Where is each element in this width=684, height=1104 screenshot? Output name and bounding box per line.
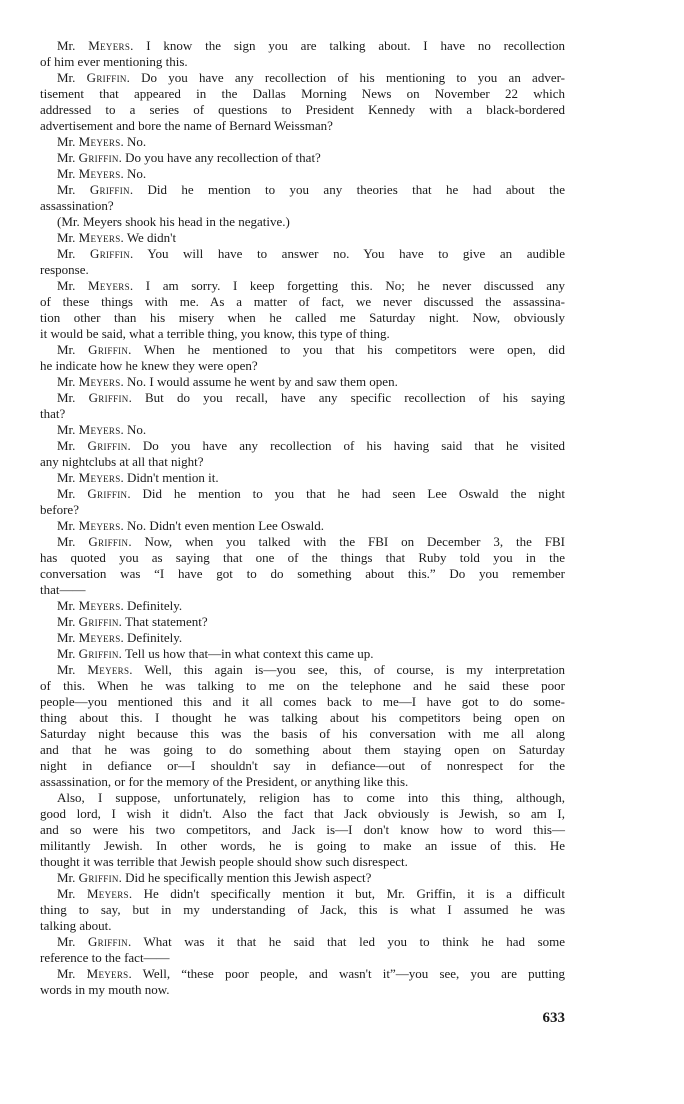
speaker-name: Meyers <box>86 886 129 901</box>
text-line <box>40 118 565 134</box>
line-text: and that he was going to do something about them staying open on Saturday <box>40 742 565 757</box>
text-line <box>40 694 565 710</box>
speaker-name: Griffin <box>78 870 119 885</box>
paragraph <box>40 214 565 230</box>
line-text: reference to the fact—— <box>40 950 170 965</box>
text-line: Mr. Meyers. No. <box>57 134 147 149</box>
line-text: I know the sign you are talking about. I have no recollection <box>146 38 566 53</box>
speaker-prefix: Mr. <box>57 230 76 245</box>
line-text: No. <box>127 134 147 149</box>
speaker-prefix: Mr. <box>57 422 76 437</box>
paragraph <box>40 662 565 790</box>
speaker-prefix: Mr. <box>57 342 76 357</box>
paragraph <box>40 534 565 598</box>
text-line: Mr. Meyers. I know the sign you are talking about. I have no recollection <box>57 38 566 53</box>
line-text: thing to say, but in my understanding of Jack, this is what I assumed he was <box>40 902 565 917</box>
text-line <box>40 982 565 998</box>
line-text: He didn't specifically mention it but, Mr. Griffin, it is a difficult <box>143 886 566 901</box>
text-line <box>40 566 565 582</box>
text-line <box>40 758 565 774</box>
line-text: Saturday night because this was the basis of his conversation with me all along <box>40 726 565 741</box>
text-line <box>40 742 565 758</box>
line-text: night in defiance or—I shouldn't say in defiance—out of nonrespect for the <box>40 758 565 773</box>
line-text: words in my mouth now. <box>40 982 170 997</box>
text-line <box>40 918 565 934</box>
speaker-prefix: Mr. <box>57 934 76 949</box>
paragraph <box>40 38 565 70</box>
speaker-prefix: Mr. <box>57 182 76 197</box>
line-text: Tell us how that—in what context this came up. <box>124 646 374 661</box>
text-line <box>40 950 565 966</box>
speaker-name: Griffin <box>86 70 127 85</box>
line-text: any nightclubs at all that night? <box>40 454 204 469</box>
transcript-body <box>40 38 565 998</box>
speaker-prefix: Mr. <box>57 630 76 645</box>
paragraph <box>40 614 565 630</box>
paragraph <box>40 790 565 870</box>
speaker-name: Griffin <box>90 246 131 261</box>
paragraph <box>40 422 565 438</box>
line-text: That statement? <box>124 614 208 629</box>
text-line <box>40 262 565 278</box>
line-text: of these things with me. As a matter of fact, we never discussed the assassina- <box>40 294 565 309</box>
speaker-prefix: Mr. <box>57 646 76 661</box>
line-text: But do you recall, have any specific recollection of his saying <box>145 390 566 405</box>
speaker-name: Griffin <box>78 614 119 629</box>
speaker-name: Griffin <box>89 182 130 197</box>
speaker-name: Meyers <box>87 662 130 677</box>
text-line <box>40 214 565 230</box>
speaker-name: Griffin <box>78 150 119 165</box>
text-line: Mr. Meyers. No. <box>57 166 147 181</box>
text-line <box>40 806 565 822</box>
paragraph <box>40 134 565 150</box>
speaker-prefix: Mr. <box>57 150 76 165</box>
paragraph <box>40 598 565 614</box>
line-text: No. Didn't even mention Lee Oswald. <box>127 518 324 533</box>
line-text: thing about this. I thought he was talking about his competitors being open on <box>40 710 565 725</box>
speaker-name: Griffin <box>88 534 129 549</box>
text-line: Mr. Griffin. You will have to answer no. You have to give an audible <box>57 246 566 261</box>
text-line <box>40 454 565 470</box>
line-text: people—you mentioned this and it all comes back to me—I have got to do some- <box>40 694 565 709</box>
speaker-prefix: Mr. <box>57 966 76 981</box>
paragraph <box>40 934 565 966</box>
text-line: Mr. Griffin. Do you have any recollection of his having said that he visited <box>57 438 566 453</box>
text-line: Mr. Griffin. Do you have any recollection of that? <box>57 150 321 165</box>
text-line: Mr. Griffin. But do you recall, have any specific recollection of his saying <box>57 390 566 405</box>
paragraph <box>40 646 565 662</box>
paragraph <box>40 870 565 886</box>
speaker-prefix: Mr. <box>57 38 76 53</box>
speaker-prefix: Mr. <box>57 134 76 149</box>
text-line <box>40 582 565 598</box>
text-line: Mr. Griffin. Did he specifically mention this Jewish aspect? <box>57 870 372 885</box>
paragraph <box>40 230 565 246</box>
speaker-name: Meyers <box>78 134 121 149</box>
speaker-name: Meyers <box>78 470 121 485</box>
line-text: Didn't mention it. <box>127 470 219 485</box>
text-line: Mr. Meyers. No. I would assume he went by and saw them open. <box>57 374 398 389</box>
line-text: and so were his two competitors, and Jack is—I don't know how to word this— <box>40 822 565 837</box>
line-text: Do you have any recollection of his having said that he visited <box>142 438 566 453</box>
speaker-name: Griffin <box>87 934 128 949</box>
line-text: tisement that appeared in the Dallas Morning News on November 22 which <box>40 86 565 101</box>
speaker-prefix: Mr. <box>57 486 76 501</box>
speaker-prefix: Mr. <box>57 614 76 629</box>
speaker-name: Meyers <box>88 38 131 53</box>
text-line <box>40 502 565 518</box>
line-text: We didn't <box>126 230 177 245</box>
speaker-name: Meyers <box>78 630 121 645</box>
paragraph <box>40 518 565 534</box>
text-line: Mr. Meyers. No. Didn't even mention Lee Oswald. <box>57 518 324 533</box>
text-line: Mr. Griffin. Now, when you talked with the FBI on December 3, the FBI <box>57 534 565 549</box>
text-line <box>40 102 565 118</box>
paragraph <box>40 438 565 470</box>
speaker-prefix: Mr. <box>57 662 76 677</box>
speaker-prefix: Mr. <box>57 870 76 885</box>
line-text: talking about. <box>40 918 112 933</box>
text-line: Mr. Griffin. Do you have any recollection of his mentioning to you an adver- <box>57 70 566 85</box>
text-line: Mr. Meyers. He didn't specifically mention it but, Mr. Griffin, it is a difficult <box>57 886 566 901</box>
text-line <box>40 310 565 326</box>
text-line: Mr. Meyers. Definitely. <box>57 630 183 645</box>
page-number: 633 <box>542 1010 565 1026</box>
speaker-name: Griffin <box>87 438 128 453</box>
line-text: When he mentioned to you that his competitors were open, did <box>143 342 566 357</box>
speaker-name: Meyers <box>78 166 121 181</box>
line-text: addressed to a series of questions to President Kennedy with a black-bordered <box>40 102 565 117</box>
text-line: Mr. Meyers. Well, “these poor people, and wasn't it”—you see, you are putting <box>57 966 565 981</box>
text-line <box>40 326 565 342</box>
line-text: Well, this again is—you see, this, of course, is my interpretation <box>144 662 566 677</box>
speaker-name: Griffin <box>78 646 119 661</box>
text-line <box>40 678 565 694</box>
line-text: response. <box>40 262 89 277</box>
text-line <box>40 294 565 310</box>
line-text: of this. When he was talking to me on the telephone and he said these poor <box>40 678 565 693</box>
text-line: Mr. Meyers. Didn't mention it. <box>57 470 219 485</box>
line-text: Do you have any recollection of his mentioning to you an adver- <box>141 70 566 85</box>
paragraph <box>40 342 565 374</box>
speaker-prefix: Mr. <box>57 390 76 405</box>
speaker-name: Meyers <box>86 966 129 981</box>
speaker-prefix: Mr. <box>57 886 76 901</box>
line-text: that? <box>40 406 66 421</box>
line-text: tion other than his misery when he called me Saturday night. Now, obviously <box>40 310 565 325</box>
line-text: thought it was terrible that Jewish people should show such disrespect. <box>40 854 408 869</box>
speaker-name: Griffin <box>87 486 128 501</box>
speaker-name: Griffin <box>88 390 129 405</box>
line-text: You will have to answer no. You have to give an audible <box>147 246 566 261</box>
line-text: (Mr. Meyers shook his head in the negative.) <box>57 214 290 229</box>
paragraph <box>40 166 565 182</box>
text-line <box>40 86 565 102</box>
speaker-prefix: Mr. <box>57 166 76 181</box>
text-line: Mr. Meyers. No. <box>57 422 147 437</box>
line-text: Did he specifically mention this Jewish aspect? <box>125 870 372 885</box>
paragraph <box>40 390 565 422</box>
text-line <box>40 790 565 806</box>
line-text: militantly Jewish. In other words, he is going to make an issue of this. He <box>40 838 565 853</box>
line-text: Did he mention to you that he had seen Lee Oswald the night <box>142 486 565 501</box>
speaker-prefix: Mr. <box>57 438 76 453</box>
line-text: assassination? <box>40 198 114 213</box>
text-line <box>40 550 565 566</box>
text-line: Mr. Meyers. Well, this again is—you see, this, of course, is my interpretation <box>57 662 566 677</box>
paragraph <box>40 246 565 278</box>
text-line: Mr. Meyers. We didn't <box>57 230 177 245</box>
text-line <box>40 358 565 374</box>
line-text: Also, I suppose, unfortunately, religion has to come into this thing, although, <box>57 790 565 805</box>
text-line <box>40 54 565 70</box>
line-text: that—— <box>40 582 86 597</box>
text-line: Mr. Griffin. Did he mention to you any theories that he had about the <box>57 182 566 197</box>
text-line: Mr. Griffin. That statement? <box>57 614 208 629</box>
speaker-name: Griffin <box>88 342 129 357</box>
speaker-prefix: Mr. <box>57 70 76 85</box>
text-line <box>40 854 565 870</box>
speaker-prefix: Mr. <box>57 518 76 533</box>
line-text: Definitely. <box>127 598 183 613</box>
text-line: Mr. Griffin. What was it that he said that led you to think he had some <box>57 934 566 949</box>
speaker-name: Meyers <box>78 598 121 613</box>
paragraph <box>40 150 565 166</box>
line-text: advertisement and bore the name of Bernard Weissman? <box>40 118 333 133</box>
line-text: Definitely. <box>127 630 183 645</box>
line-text: assassination, or for the memory of the President, or anything like this. <box>40 774 409 789</box>
text-line: Mr. Meyers. Definitely. <box>57 598 183 613</box>
line-text: No. I would assume he went by and saw them open. <box>127 374 398 389</box>
paragraph <box>40 486 565 518</box>
line-text: before? <box>40 502 79 517</box>
text-line <box>40 710 565 726</box>
line-text: conversation was “I have got to do something about this.” Do you remember <box>40 566 565 581</box>
line-text: good lord, I wish it didn't. Also the fact that Jack obviously is Jewish, so am I, <box>40 806 565 821</box>
line-text: No. <box>127 422 147 437</box>
line-text: No. <box>127 166 147 181</box>
line-text: What was it that he said that led you to think he had some <box>143 934 566 949</box>
speaker-prefix: Mr. <box>57 470 76 485</box>
line-text: Now, when you talked with the FBI on December 3, the FBI <box>144 534 565 549</box>
paragraph <box>40 470 565 486</box>
text-line: Mr. Griffin. Tell us how that—in what context this came up. <box>57 646 374 661</box>
line-text: Did he mention to you any theories that he had about the <box>147 182 566 197</box>
paragraph <box>40 182 565 214</box>
text-line <box>40 198 565 214</box>
line-text: he indicate how he knew they were open? <box>40 358 258 373</box>
speaker-name: Meyers <box>78 230 121 245</box>
text-line <box>40 838 565 854</box>
paragraph <box>40 966 565 998</box>
text-line <box>40 902 565 918</box>
line-text: Do you have any recollection of that? <box>125 150 321 165</box>
speaker-name: Meyers <box>88 278 130 293</box>
paragraph <box>40 278 565 342</box>
speaker-prefix: Mr. <box>57 278 76 293</box>
text-line <box>40 406 565 422</box>
paragraph <box>40 886 565 934</box>
paragraph <box>40 374 565 390</box>
line-text: Well, “these poor people, and wasn't it”—you see, you are putting <box>142 966 565 981</box>
paragraph <box>40 70 565 134</box>
speaker-prefix: Mr. <box>57 374 76 389</box>
line-text: it would be said, what a terrible thing, you know, this type of thing. <box>40 326 390 341</box>
speaker-name: Meyers <box>78 374 121 389</box>
speaker-name: Meyers <box>78 518 121 533</box>
text-line <box>40 726 565 742</box>
line-text: has quoted you as saying that one of the things that Ruby told you in the <box>40 550 565 565</box>
text-line: Mr. Griffin. When he mentioned to you that his competitors were open, did <box>57 342 566 357</box>
line-text: of him ever mentioning this. <box>40 54 188 69</box>
speaker-prefix: Mr. <box>57 246 76 261</box>
speaker-prefix: Mr. <box>57 534 76 549</box>
text-line: Mr. Griffin. Did he mention to you that he had seen Lee Oswald the night <box>57 486 565 501</box>
paragraph <box>40 630 565 646</box>
speaker-name: Meyers <box>78 422 121 437</box>
text-line: Mr. Meyers. I am sorry. I keep forgetting this. No; he never discussed any <box>57 278 566 293</box>
line-text: I am sorry. I keep forgetting this. No; he never discussed any <box>145 278 566 293</box>
text-line <box>40 822 565 838</box>
speaker-prefix: Mr. <box>57 598 76 613</box>
text-line <box>40 774 565 790</box>
